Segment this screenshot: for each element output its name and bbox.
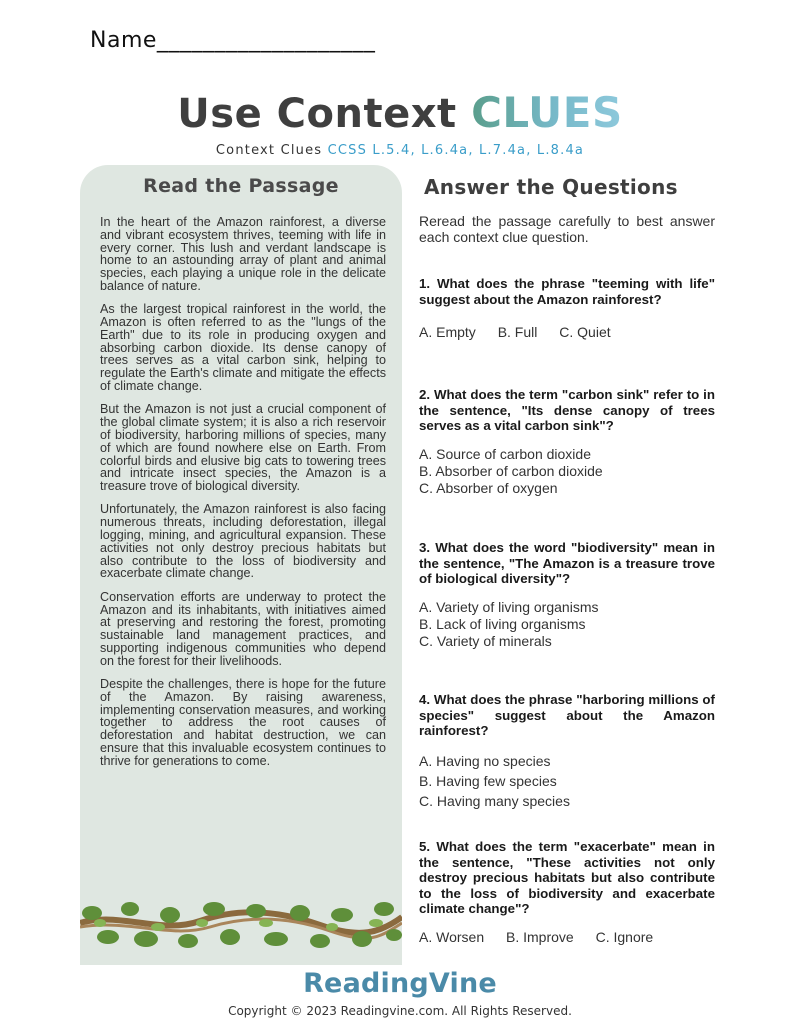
- passage-paragraph: But the Amazon is not just a crucial component of the global climate system; it is also a rich reservoir of biodiversity, harboring millions of species, many of which are found nowhere else on Earth. From colorful birds and elusive big cats to towering trees and intricate insect species, the Amazon is a treasure trove of biological diversity.: [100, 402, 386, 494]
- option-b[interactable]: B. Improve: [506, 928, 574, 945]
- answer-options: [419, 929, 715, 945]
- passage-paragraph: As the largest tropical rainforest in the world, the Amazon is often referred to as the "lungs of the Earth" due to its role in producing oxygen and absorbing carbon dioxide. Its dense canopy of trees serves as a vital carbon sink, helping to regulate the Earth's climate and mitigate the effects of climate change.: [100, 302, 386, 394]
- option-a[interactable]: A. Variety of living organisms: [419, 598, 599, 615]
- option-c[interactable]: C. Ignore: [595, 928, 654, 945]
- answer-options: [419, 599, 715, 650]
- answer-options: [419, 751, 715, 811]
- option-c[interactable]: C. Absorber of oxygen: [419, 479, 558, 496]
- passage-paragraph: In the heart of the Amazon rainforest, a diverse and vibrant ecosystem thrives, teeming with life in every corner. This lush and verdant landscape is home to an astounding array of plant and animal species, each playing a unique role in the delicate balance of nature.: [100, 215, 386, 293]
- passage-text: [100, 216, 386, 778]
- option-b[interactable]: B. Full: [497, 324, 538, 340]
- standards-subtitle: [0, 143, 800, 158]
- option-b[interactable]: B. Lack of living organisms: [419, 615, 586, 632]
- option-a[interactable]: A. Having no species: [419, 752, 551, 769]
- question-2: [419, 387, 715, 497]
- readingvine-logo: ReadingVine: [303, 968, 497, 999]
- answer-options: [419, 324, 715, 340]
- passage-heading: Read the Passage: [143, 175, 339, 197]
- worksheet-title: [0, 88, 800, 137]
- subtitle-prefix: Context Clues: [215, 143, 328, 158]
- option-b[interactable]: B. Absorber of carbon dioxide: [419, 462, 603, 479]
- option-c[interactable]: C. Having many species: [419, 792, 570, 809]
- question-text: 5. What does the term "exacerbate" mean in the sentence, "These activities not only destroy precious habitats but also contribute to the loss of biodiversity and exacerbate climate change"?: [419, 839, 715, 916]
- question-text: 2. What does the term "carbon sink" refer to in the sentence, "Its dense canopy of trees serves as a vital carbon sink"?: [419, 387, 715, 433]
- passage-paragraph: Despite the challenges, there is hope for the future of the Amazon. By raising awareness, implementing conservation measures, and working together to address the root causes of deforestation and habitat destruction, we can ensure that this invaluable ecosystem continues to thrive for generations to come.: [100, 677, 386, 768]
- answer-options: [419, 446, 715, 497]
- copyright-notice: Copyright © 2023 Readingvine.com. All Rights Reserved.: [228, 1004, 572, 1018]
- question-1: [419, 276, 715, 340]
- question-text: 4. What does the phrase "harboring millions of species" suggest about the Amazon rainforest?: [419, 692, 715, 738]
- vine-illustration: [80, 893, 402, 955]
- option-b[interactable]: B. Having few species: [419, 772, 557, 789]
- option-c[interactable]: C. Variety of minerals: [419, 632, 552, 649]
- option-a[interactable]: A. Empty: [419, 324, 476, 340]
- answer-instructions: Reread the passage carefully to best answer each context clue question.: [419, 213, 715, 245]
- question-text: 3. What does the word "biodiversity" mean in the sentence, "The Amazon is a treasure trove of biological diversity"?: [419, 540, 715, 586]
- question-5: [419, 839, 715, 945]
- option-a[interactable]: A. Worsen: [419, 928, 485, 945]
- title-main: Use Context: [177, 91, 472, 137]
- title-accent: CLUES: [471, 88, 623, 137]
- option-a[interactable]: A. Source of carbon dioxide: [419, 445, 591, 462]
- answer-heading: Answer the Questions: [424, 175, 678, 199]
- passage-paragraph: Conservation efforts are underway to protect the Amazon and its inhabitants, with initiatives aimed at preserving and restoring the forest, promoting sustainable land management practices, and supporting indigenous communities who depend on the forest for their livelihoods.: [100, 589, 386, 668]
- question-3: [419, 540, 715, 650]
- question-4: [419, 692, 715, 811]
- option-c[interactable]: C. Quiet: [559, 324, 611, 340]
- passage-paragraph: Unfortunately, the Amazon rainforest is also facing numerous threats, including deforestation, illegal logging, mining, and agricultural expansion. These activities not only destroy precious habitats but also contribute to the loss of biodiversity and exacerbate climate change.: [100, 502, 386, 581]
- ccss-standards: CCSS L.5.4, L.6.4a, L.7.4a, L.8.4a: [327, 143, 585, 158]
- name-field[interactable]: Name___________________: [90, 28, 376, 53]
- question-text: 1. What does the phrase "teeming with life" suggest about the Amazon rainforest?: [419, 276, 715, 307]
